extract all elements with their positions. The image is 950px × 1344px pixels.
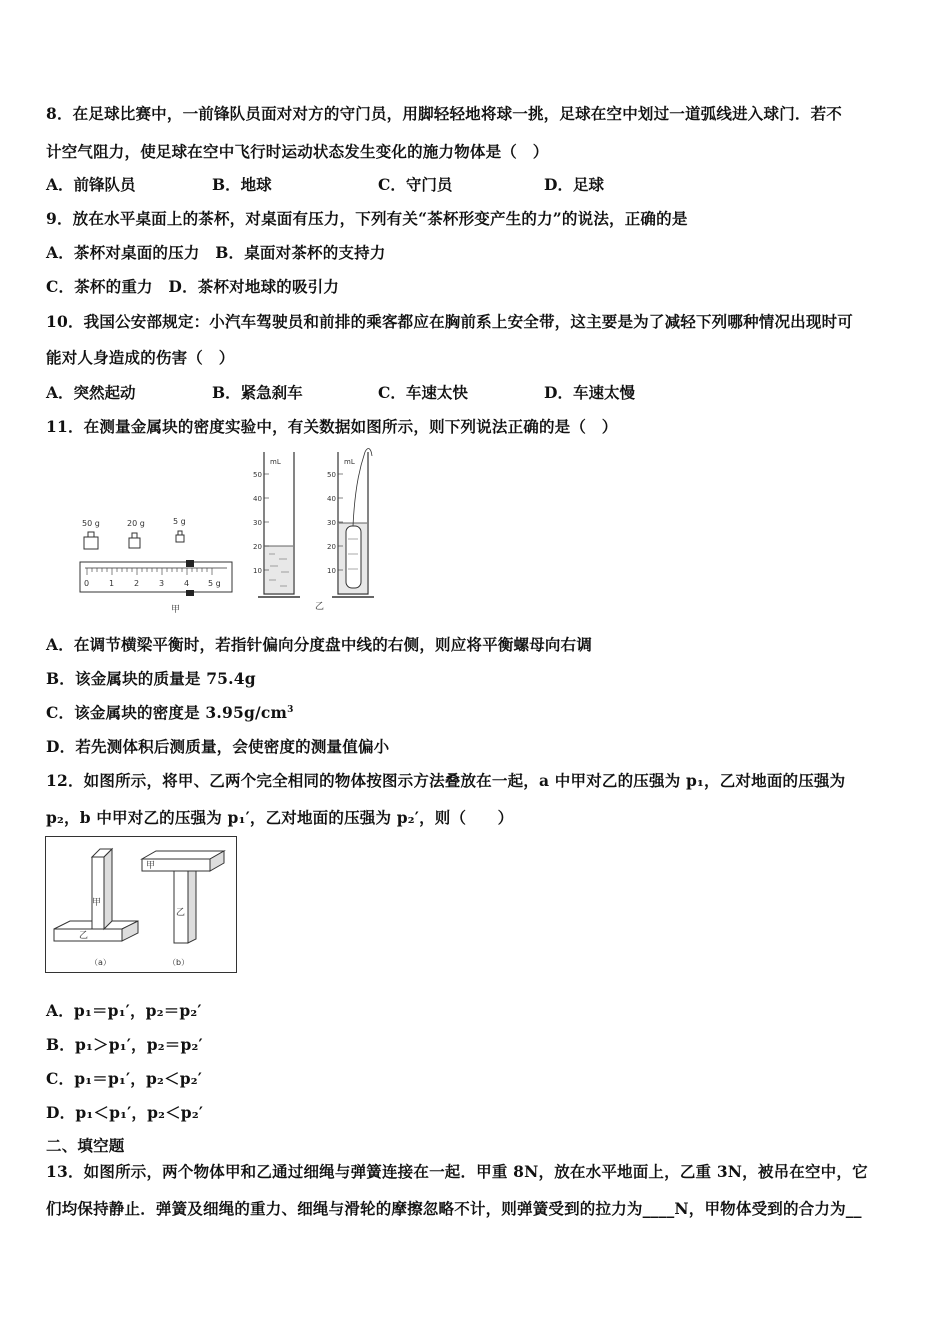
cyl2-tick-50: 50 [327,471,336,479]
q11-option-c [46,701,294,723]
cyl1-tick-40: 40 [253,495,262,503]
label-yi: 乙 [315,602,325,612]
q12-line1: 12．如图所示，将甲、乙两个完全相同的物体按图示方法叠放在一起，a 中甲对乙的压强为 p₁，乙对地面的压强为 [46,771,846,790]
q12-figure-svg [46,837,236,972]
scale-tick-0: 0 [84,579,90,588]
q10-option-a: A．突然起动 [46,383,136,402]
label-jia: 甲 [171,605,181,615]
q12-option-b: B．p₁＞p₁′，p₂＝p₂′ [46,1035,203,1054]
q8-option-c: C．守门员 [378,175,453,194]
cyl1-tick-20: 20 [253,543,262,551]
weight-50g-icon [84,532,98,549]
cyl1-tick-30: 30 [253,519,262,527]
cyl2-unit: mL [344,458,355,466]
q9-line1: 9．放在水平桌面上的茶杯，对桌面有压力，下列有关“茶杯形变产生的力”的说法，正确的是 [46,209,688,228]
q8-line2: 计空气阻力，使足球在空中飞行时运动状态发生变化的施力物体是（ ） [46,142,549,161]
q13-line2: 们均保持静止．弹簧及细绳的重力、细绳与滑轮的摩擦忽略不计，则弹簧受到的拉力为____N，甲物体受到的合力为__ [46,1199,862,1218]
q11-figure-svg [75,444,375,616]
q9-options-ab: A．茶杯对桌面的压力 B．桌面对茶杯的支持力 [46,243,386,262]
q8-option-b: B．地球 [212,175,272,194]
q9-options-cd: C．茶杯的重力 D．茶杯对地球的吸引力 [46,277,340,296]
q12-option-c: C．p₁＝p₁′，p₂＜p₂′ [46,1069,203,1088]
weight-20g-label: 20 g [127,519,145,528]
scale-tick-5: 5 g [208,579,221,588]
q11-option-c-sup: 3 [287,704,294,715]
q10-options [46,381,635,403]
q11-option-d: D．若先测体积后测质量，会使密度的测量值偏小 [46,737,390,756]
weight-50g-label: 50 g [82,519,100,528]
q11-option-a: A．在调节横梁平衡时，若指针偏向分度盘中线的右侧，则应将平衡螺母向右调 [46,635,593,654]
q10-option-d: D．车速太慢 [544,383,635,402]
fig-a-jia-block [92,849,112,929]
q12-figure [45,836,237,973]
scale-tick-3: 3 [159,579,165,588]
cyl2-tick-10: 10 [327,567,336,575]
balance-scale-bar [80,560,232,596]
fig-b-yi-block [174,867,196,943]
q8-line1: 8．在足球比赛中，一前锋队员面对对方的守门员，用脚轻轻地将球一挑，足球在空中划过一道弧线进入球门．若不 [46,104,842,123]
scale-tick-4: 4 [184,579,190,588]
q10-option-c: C．车速太快 [378,383,468,402]
fig-b-jia-label: 甲 [146,861,156,871]
cyl1-tick-50: 50 [253,471,262,479]
weight-5g-label: 5 g [173,517,186,526]
q8-option-a: A．前锋队员 [46,175,136,194]
fig-b-caption: （b） [168,958,190,967]
scale-tick-1: 1 [109,579,115,588]
cyl2-tick-40: 40 [327,495,336,503]
q10-option-b: B．紧急刹车 [212,383,303,402]
q13-line1: 13．如图所示，两个物体甲和乙通过细绳与弹簧连接在一起．甲重 8N，放在水平地面上，乙重 3N，被吊在空中，它 [46,1162,868,1181]
q12-option-d: D．p₁＜p₁′，p₂＜p₂′ [46,1103,204,1122]
section-title-fill-blank: 二、填空题 [46,1136,125,1155]
cyl1-unit: mL [270,458,281,466]
fig-a-yi-label: 乙 [79,931,89,941]
weight-20g-icon [129,533,140,548]
q12-option-a: A．p₁＝p₁′，p₂＝p₂′ [46,1001,202,1020]
q11-option-b: B．该金属块的质量是 75.4g [46,669,256,688]
fig-b-yi-label: 乙 [176,908,186,918]
q11-figure [75,444,375,616]
fig-a-jia-label: 甲 [92,898,102,908]
fig-a-caption: （a） [90,958,111,967]
scale-tick-2: 2 [134,579,140,588]
weight-5g-icon [176,531,184,542]
q8-option-d: D．足球 [544,175,604,194]
cylinder-2 [332,449,374,597]
q8-options [46,173,604,195]
q11-line1: 11．在测量金属块的密度实验中，有关数据如图所示，则下列说法正确的是（ ） [46,417,618,436]
q10-line2: 能对人身造成的伤害（ ） [46,348,235,367]
cyl1-tick-10: 10 [253,567,262,575]
cyl2-tick-30: 30 [327,519,336,527]
cyl2-tick-20: 20 [327,543,336,551]
q11-option-c-text: C．该金属块的密度是 3.95g/cm [46,703,288,722]
q10-line1: 10．我国公安部规定：小汽车驾驶员和前排的乘客都应在胸前系上安全带，这主要是为了减轻下列哪种情况出现时可 [46,312,853,331]
cylinder-1 [258,452,300,597]
q12-line2: p₂，b 中甲对乙的压强为 p₁′，乙对地面的压强为 p₂′，则（ ） [46,808,514,827]
